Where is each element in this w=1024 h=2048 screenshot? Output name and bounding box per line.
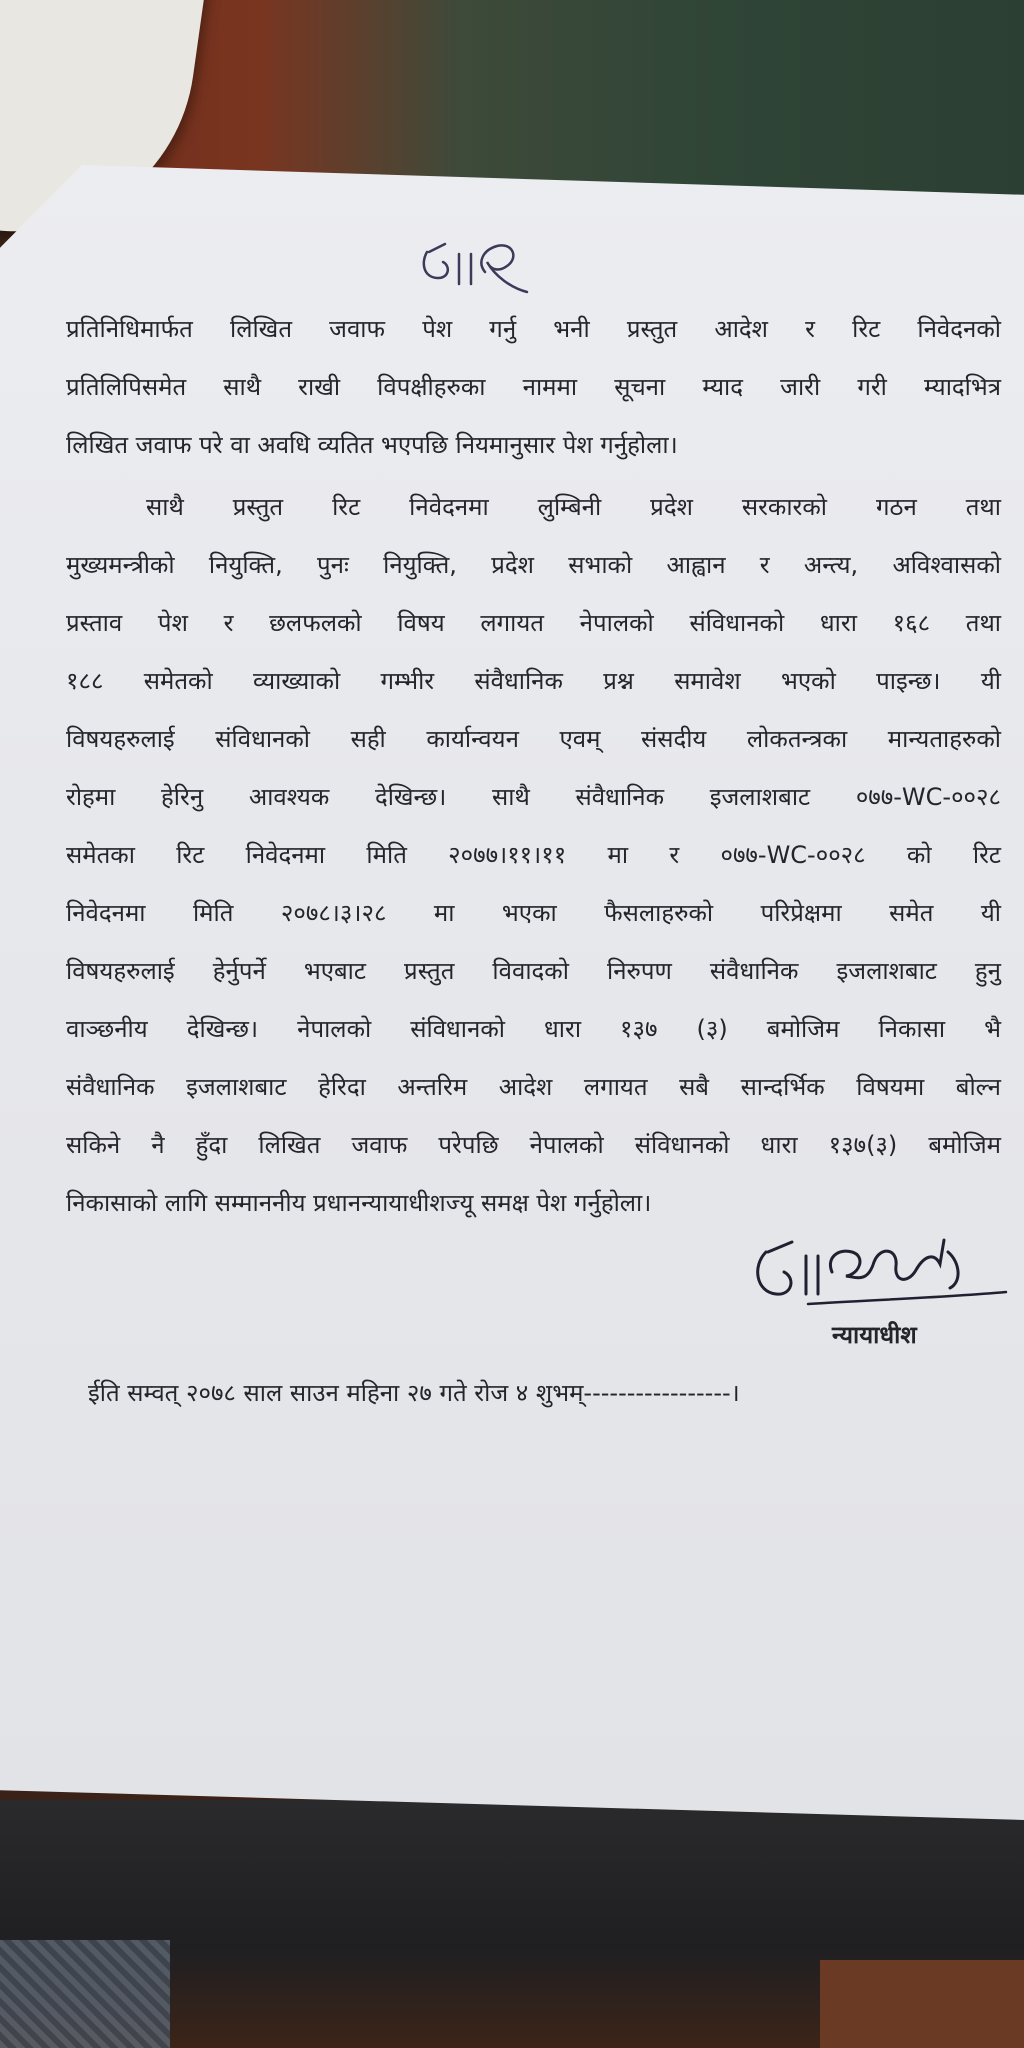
text-line: विषयहरुलाई संविधानको सही कार्यान्वयन एवम् संसदीय लोकतन्त्रका मान्यताहरुको	[66, 725, 1001, 753]
text-line: निकासाको लागि सम्माननीय प्रधानन्यायाधीशज्यू समक्ष पेश गर्नुहोला।	[66, 1189, 652, 1217]
text-line: प्रतिलिपिसमेत साथै राखी विपक्षीहरुका नाममा सूचना म्याद जारी गरी म्यादभित्र	[66, 373, 1001, 401]
text-line: १८८ समेतको व्याख्याको गम्भीर संवैधानिक प्रश्न समावेश भएको पाइन्छ। यी	[66, 667, 1001, 695]
text-line: समेतका रिट निवेदनमा मिति २०७७।११।११ मा र ०७७-WC-००२८ को रिट	[66, 841, 1001, 869]
text-line: संवैधानिक इजलाशबाट हेरिदा अन्तरिम आदेश लगायत सबै सान्दर्भिक विषयमा बोल्न	[66, 1073, 1001, 1101]
judge-signature	[748, 1222, 1010, 1312]
date-line: ईति सम्वत् २०७८ साल साउन महिना २७ गते रोज ४ शुभम्-----------------।	[88, 1379, 740, 1407]
handwritten-page-number	[415, 232, 535, 302]
text-line: सकिने नै हुँदा लिखित जवाफ परेपछि नेपालको संविधानको धारा १३७(३) बमोजिम	[66, 1131, 1001, 1159]
text-line: मुख्यमन्त्रीको नियुक्ति, पुनः नियुक्ति, प्रदेश सभाको आह्वान र अन्त्य, अविश्वासको	[66, 551, 1001, 579]
text-line: लिखित जवाफ परे वा अवधि व्यतित भएपछि नियमानुसार पेश गर्नुहोला।	[66, 431, 678, 459]
text-line: विषयहरुलाई हेर्नुपर्ने भएबाट प्रस्तुत विवादको निरुपण संवैधानिक इजलाशबाट हुनु	[66, 957, 1001, 985]
signatory-title: न्यायाधीश	[832, 1321, 917, 1349]
fabric-edge	[0, 1940, 170, 2048]
text-line: प्रस्ताव पेश र छलफलको विषय लगायत नेपालको संविधानको धारा १६८ तथा	[66, 609, 1001, 637]
text-line: साथै प्रस्तुत रिट निवेदनमा लुम्बिनी प्रदेश सरकारको गठन तथा	[146, 493, 1001, 521]
document-body	[66, 300, 1001, 1232]
desk-corner	[820, 1960, 1024, 2048]
text-line: वाञ्छनीय देखिन्छ। नेपालको संविधानको धारा १३७ (३) बमोजिम निकासा भै	[66, 1015, 1001, 1043]
text-line: निवेदनमा मिति २०७८।३।२८ मा भएका फैसलाहरुको परिप्रेक्षमा समेत यी	[66, 899, 1001, 927]
text-line: रोहमा हेरिनु आवश्यक देखिन्छ। साथै संवैधानिक इजलाशबाट ०७७-WC-००२८	[66, 783, 1001, 811]
text-line: प्रतिनिधिमार्फत लिखित जवाफ पेश गर्नु भनी प्रस्तुत आदेश र रिट निवेदनको	[66, 315, 1001, 343]
